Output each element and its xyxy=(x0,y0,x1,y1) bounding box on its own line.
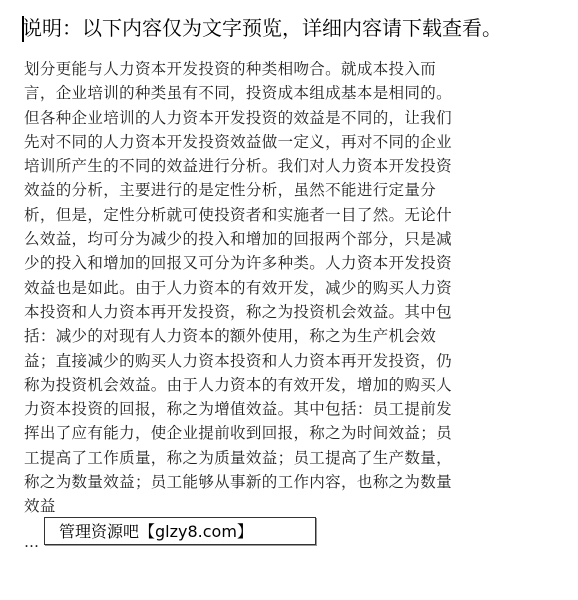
body-line: 效益也是如此。由于人力资本的有效开发，减少的购买人力资 xyxy=(24,278,452,297)
body-line: 么效益，均可分为减少的投入和增加的回报两个部分，只是减 xyxy=(24,230,452,249)
body-line: 效益 xyxy=(24,497,56,516)
body-line: 效益的分析，主要进行的是定性分析，虽然不能进行定量分 xyxy=(24,181,437,200)
body-line: 括：减少的对现有人力资本的额外使用，称之为生产机会效 xyxy=(24,327,437,346)
body-line: 析，但是，定性分析就可使投资者和实施者一目了然。无论什 xyxy=(24,205,452,224)
body-line: 力资本投资的回报，称之为增值效益。其中包括：员工提前发 xyxy=(24,400,452,419)
body-line: 划分更能与人力资本开发投资的种类相吻合。就成本投入而 xyxy=(24,60,437,78)
continuation-ellipsis: … xyxy=(24,533,39,551)
body-line: 言，企业培训的种类虽有不同，投资成本组成基本是相同的。 xyxy=(24,84,452,103)
body-line: 先对不同的人力资本开发投资效益做一定义，再对不同的企业 xyxy=(24,132,452,151)
preview-notice: 说明：以下内容仅为文字预览，详细内容请下载查看。 xyxy=(22,16,502,40)
site-watermark-badge[interactable]: 管理资源吧【glzy8.com】 xyxy=(44,517,316,545)
document-body xyxy=(24,57,554,519)
body-line: 称为投资机会效益。由于人力资本的有效开发，增加的购买人 xyxy=(24,375,452,394)
body-line: 培训所产生的不同的效益进行分析。我们对人力资本开发投资 xyxy=(24,157,452,176)
body-line: 挥出了应有能力，使企业提前收到回报，称之为时间效益；员 xyxy=(24,424,452,443)
body-line: 益；直接减少的购买人力资本投资和人力资本再开发投资，仍 xyxy=(24,351,452,370)
body-line: 少的投入和增加的回报又可分为许多种类。人力资本开发投资 xyxy=(24,254,452,273)
body-line: 但各种企业培训的人力资本开发投资的效益是不同的，让我们 xyxy=(24,108,452,127)
body-line: 本投资和人力资本再开发投资，称之为投资机会效益。其中包 xyxy=(24,302,452,321)
body-line: 工提高了工作质量，称之为质量效益；员工提高了生产数量， xyxy=(24,448,452,467)
body-line: 称之为数量效益；员工能够从事新的工作内容，也称之为数量 xyxy=(24,473,452,492)
